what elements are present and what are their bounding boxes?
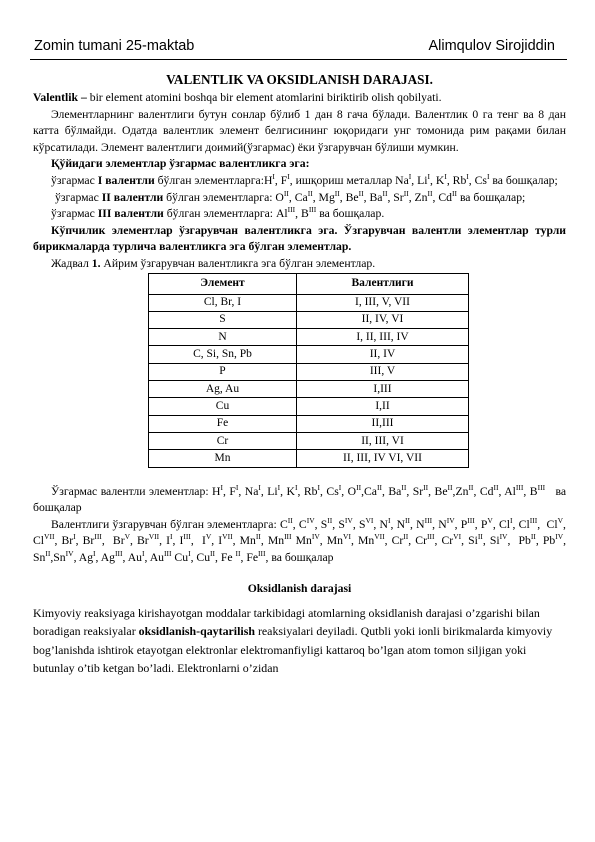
table-row — [149, 294, 469, 311]
table-cell: Fe — [149, 415, 297, 432]
constant-valence-list: Ўзгармас валентли элементлар: $H^I$, $F^I$, $Na^I$, $Li^I$, $K^I$, $Rb^I$, $Cs^I$, $O^{II},Ca^{II}$, $Ba^{II}$, $Sr^{II}$, $Be^{II},Zn^{II}$, $Cd^{II}$, $Al^{III}$, $B^{III}$ ва бошқалар — [33, 482, 567, 515]
sup: I — [444, 171, 447, 181]
text: ва бошқалар; — [489, 173, 558, 187]
text: , Sr — [387, 190, 404, 204]
text: reaksiyalari deyiladi. Qutbli yoki ionli birikmalarda kimyoviy bog’lanishda ishtirok etayotgan elektronlar elektromanfiyligi kattaroq bo’lgan atom tomon siljigan yoki butunlay o’tib ketgan bo’ladi. Elektronlarni o’zidan — [33, 624, 553, 676]
text: , Rb — [446, 173, 467, 187]
text: , Cd — [432, 190, 453, 204]
table-cell: N — [149, 329, 297, 346]
table-row — [149, 311, 469, 328]
table-cell: Cu — [149, 398, 297, 415]
sup: II — [382, 188, 388, 198]
sup: I — [287, 171, 290, 181]
column-header-valence: Валентлиги — [297, 273, 469, 294]
table-caption — [33, 256, 566, 273]
header-divider — [30, 59, 567, 60]
valence-3-paragraph — [33, 206, 566, 223]
table-cell: Cl, Br, I — [149, 294, 297, 311]
text: Валентлиги ўзгарувчан бўлган элементларга: — [51, 517, 280, 531]
text: , — [468, 173, 472, 187]
text: ва — [457, 190, 471, 204]
text: Ўзгармас валентли элементлар: — [51, 484, 213, 498]
table-row — [149, 346, 469, 363]
table-row — [149, 398, 469, 415]
text: , Ca — [288, 190, 308, 204]
table-cell: I,III — [297, 381, 469, 398]
table-cell: Cr — [149, 432, 297, 449]
redox-term: oksidlanish-qaytarilish — [138, 624, 255, 639]
table-cell: Mn — [149, 450, 297, 467]
paragraph-valence-intro: Элементларнинг валентлиги бутун сонлар бўлиб 1 дан 8 гача бўлади. Валентлик 0 га тенг ва 8 дан катта бўлмайди. Одатда валентлик элемент белгисининг юқоридаги унг томонида рим рақами билан кўрсатилади. Элемент валентлиги доимий(ўзгармас) ёки ўзгарувчан бўлиши мумкин. — [33, 107, 566, 154]
text: , ишқориш металлар Na — [289, 173, 409, 187]
text: , Zn — [408, 190, 428, 204]
sup: II — [452, 188, 458, 198]
table-header-row — [149, 273, 469, 294]
valence-1-label: I валентли — [97, 173, 155, 187]
valence-3-label: III валентли — [97, 207, 164, 221]
text: Kimyoviy reaksiyaga kirishayotgan moddalar tarkibidagi atomlarning oksidlanish darajasi o’zgarishi bilan boradigan reaksiyalar — [33, 606, 540, 639]
sup: I — [487, 171, 490, 181]
table-cell: II,III — [297, 415, 469, 432]
text: ва бошқалар — [33, 484, 567, 515]
text: бўлган элементларга: Al — [163, 207, 288, 221]
constant-valence-heading: Қўйидаги элементлар ўзгармас валентликга эга: — [51, 157, 310, 171]
text: , K — [430, 173, 445, 187]
text: бошқалар; — [473, 190, 526, 204]
oxidation-paragraph — [33, 604, 566, 678]
page-title: VALENTLIK VA OKSIDLANISH DARAJASI. — [166, 72, 433, 87]
document-body — [33, 71, 566, 678]
definition-text: bir element atomini boshqa bir element atomlarini biriktirib olish qobilyati. — [86, 91, 442, 104]
table-cell: I,II — [297, 398, 469, 415]
table-row — [149, 329, 469, 346]
sup: II — [334, 188, 340, 198]
variable-valence-list: Валентлиги ўзгарувчан бўлган элементларга: $C^{II}$, $C^{IV}$, $S^{II}$, $S^{IV}$, $S^{VI}$, $N^I$, $N^{II}$, $N^{III}$, $N^{IV}$, $P^{III}$, $P^V$, $Cl^I$, $Cl^{III}$, $Cl^V$, $Cl^{VII}$, $Br^I$, $Br^{III}$, $Br^V$, $Br^{VII}$, $I^I$, $I^{III}$, $I^V$, $I^{VII}$, $Mn^{II}$, $Mn^{III}$ $Mn^{IV}$, $Mn^{VI}$, $Mn^{VII}$, $Cr^{II}$, $Cr^{III}$, $Cr^{VI}$, $Si^{II}$, $Si^{IV}$, $Pb^{II}$, $Pb^{IV}$, $Sn^{II},Sn^{IV}$, $Ag^I$, $Ag^{III}$, $Au^I$, $Au^{III}$ $Cu^I$, $Cu^{II}$, Fe $^{II}$, $Fe^{III}$, ва бошқалар — [33, 515, 567, 564]
text: , F — [274, 173, 288, 187]
table-number: 1. — [91, 256, 101, 270]
text: , Li — [411, 173, 428, 187]
text: , B — [295, 207, 309, 221]
table-row — [149, 381, 469, 398]
text: Айрим ўзгарувчан валентликга эга бўлган элементлар. — [100, 256, 376, 270]
text: ўзгармас — [55, 190, 102, 204]
sup: I — [272, 171, 275, 181]
table-cell: III, V — [297, 363, 469, 380]
valence-table-wrapper — [148, 273, 566, 468]
table-cell: II, IV, VI — [297, 311, 469, 328]
definition-term: Valentlik – — [33, 91, 87, 104]
text: , Ba — [363, 190, 383, 204]
table-cell: II, IV — [297, 346, 469, 363]
table-cell: S — [149, 311, 297, 328]
sup: I — [466, 171, 469, 181]
text: ўзгармас — [51, 207, 98, 221]
sup: I — [427, 171, 431, 181]
text: Cs — [474, 173, 487, 187]
table-cell: C, Si, Sn, Pb — [149, 346, 297, 363]
sup: II — [427, 188, 433, 198]
sup: II — [283, 188, 289, 198]
text: , Be — [339, 190, 359, 204]
sup: I — [408, 171, 412, 181]
sup: II — [403, 188, 409, 198]
header-author: Alimqulov Sirojiddin — [428, 38, 555, 54]
text: бошқалар — [284, 550, 334, 564]
text: бўлган элементларга:H — [154, 173, 273, 187]
text: Жадвал — [51, 256, 92, 270]
table-cell: II, III, VI — [297, 432, 469, 449]
table-cell: P — [149, 363, 297, 380]
table-row — [149, 450, 469, 467]
table-cell: II, III, IV VI, VII — [297, 450, 469, 467]
header-school: Zomin tumani 25-maktab — [34, 38, 195, 54]
spacer — [33, 468, 566, 484]
table-cell: Ag, Au — [149, 381, 297, 398]
sup: II — [358, 188, 364, 198]
text: ўзгармас — [51, 173, 98, 187]
table-row — [149, 415, 469, 432]
valence-table — [148, 273, 469, 468]
text: ва бошқалар. — [316, 207, 385, 221]
table-row — [149, 363, 469, 380]
variable-valence-paragraph: Кўпчилик элементлар ўзгарувчан валентликга эга. Ўзгарувчан валентли элементлар турли бирикмаларда турлича валентликга эга бўлган элементлар. — [33, 223, 566, 254]
valence-2-label: II валентли — [101, 190, 164, 204]
valentlik-definition — [33, 90, 566, 107]
section-title-oxidation: Oksidlanish darajasi — [247, 582, 352, 596]
sup: III — [308, 205, 317, 215]
table-cell: I, III, V, VII — [297, 294, 469, 311]
text: бўлган элементларга: O — [163, 190, 284, 204]
valence-1-paragraph — [33, 173, 566, 190]
table-cell: I, II, III, IV — [297, 329, 469, 346]
column-header-element: Элемент — [149, 273, 297, 294]
sup: II — [307, 188, 313, 198]
sup: III — [287, 205, 296, 215]
valence-2-paragraph — [33, 190, 566, 207]
table-row — [149, 432, 469, 449]
text: , Mg — [312, 190, 335, 204]
